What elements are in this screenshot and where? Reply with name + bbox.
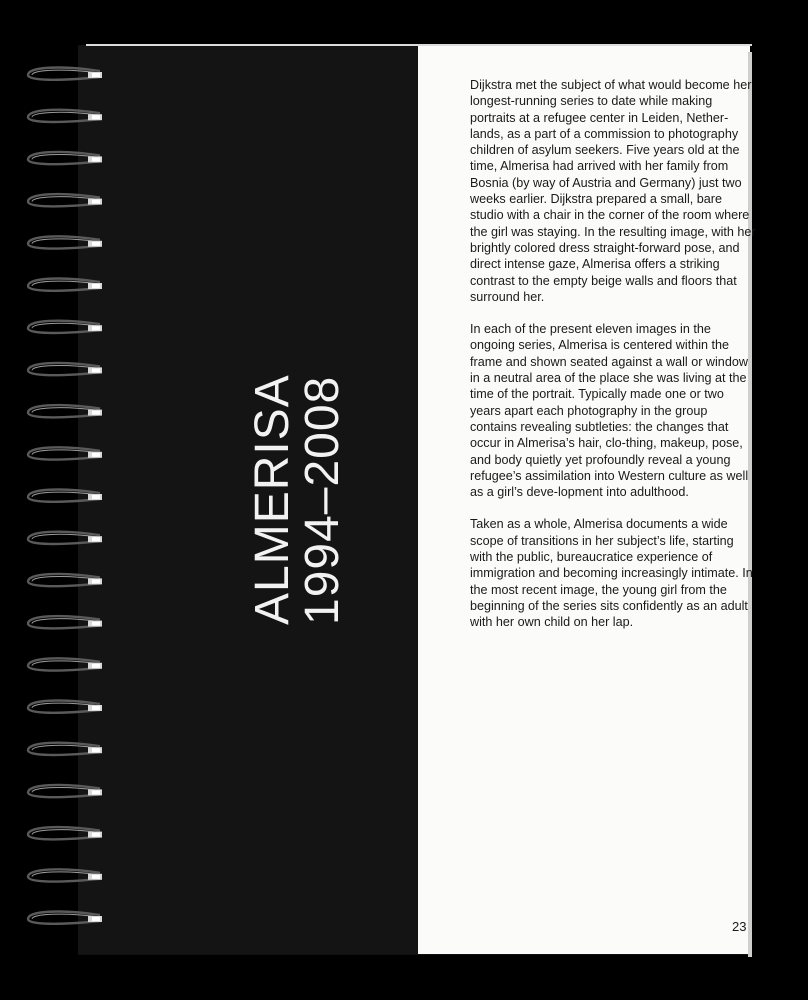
spiral-coil (28, 658, 102, 670)
spiral-binding (0, 0, 110, 1000)
spiral-coil (28, 701, 102, 713)
spiral-coil (28, 827, 102, 839)
spiral-coil (28, 236, 102, 248)
page-number: 23 (732, 919, 747, 934)
paragraph-3: Taken as a whole, Almerisa documents a wide scope of transitions in her subject’s life, starting with the public, bureaucratice experience of immigration and becoming increasingly intimate. In the most recent image, the young girl from the beginning of the series sits confidently as an adult with her own child on her lap. (470, 517, 753, 630)
spiral-coil (28, 279, 102, 291)
spiral-coil (28, 785, 102, 797)
vertical-title (248, 325, 348, 625)
spiral-coil (28, 532, 102, 544)
spiral-coil (28, 405, 102, 417)
title-name: ALMERISA (246, 374, 299, 625)
spiral-coil (28, 743, 102, 755)
spiral-coil (28, 152, 102, 164)
spiral-coil (28, 447, 102, 459)
spiral-coil (28, 363, 102, 375)
spiral-coil (28, 574, 102, 586)
spiral-coil (28, 490, 102, 502)
spiral-coil (28, 321, 102, 333)
paragraph-1: Dijkstra met the subject of what would become her longest-running series to date while making portraits at a refugee center in Leiden, Nether-lands, as a part of a commission to photography children of asylum seekers. Five years old at the time, Almerisa had arrived with her family from Bosnia (by way of Austria and Germany) just two weeks earlier. Dijkstra prepared a small, bare studio with a chair in the corner of the room where the girl was staying. In the resulting image, with her brightly colored dress straight-forward pose, and direct intense gaze, Almerisa offers a striking contrast to the empty beige walls and floors that surround her. (470, 78, 756, 304)
spiral-coil (28, 68, 102, 80)
spiral-coil (28, 616, 102, 628)
spiral-coil (28, 869, 102, 881)
title-years: 1994–2008 (296, 375, 349, 625)
body-text (470, 77, 756, 647)
paragraph-2: In each of the present eleven images in the ongoing series, Almerisa is centered within the frame and shown seated against a wall or window in a neutral area of the place she was living at the time of the portrait. Typically made one or two years apart each photography in the group contains revealing subtleties: the changes that occur in Almerisa’s hair, clo-thing, makeup, pose, and body quietly yet profoundly reveal a young refugee’s assimilation into Western culture as well as a girl’s deve-lopment into adulthood. (470, 322, 749, 500)
spiral-coil (28, 912, 102, 924)
spiral-coil (28, 110, 102, 122)
spiral-coil (28, 194, 102, 206)
